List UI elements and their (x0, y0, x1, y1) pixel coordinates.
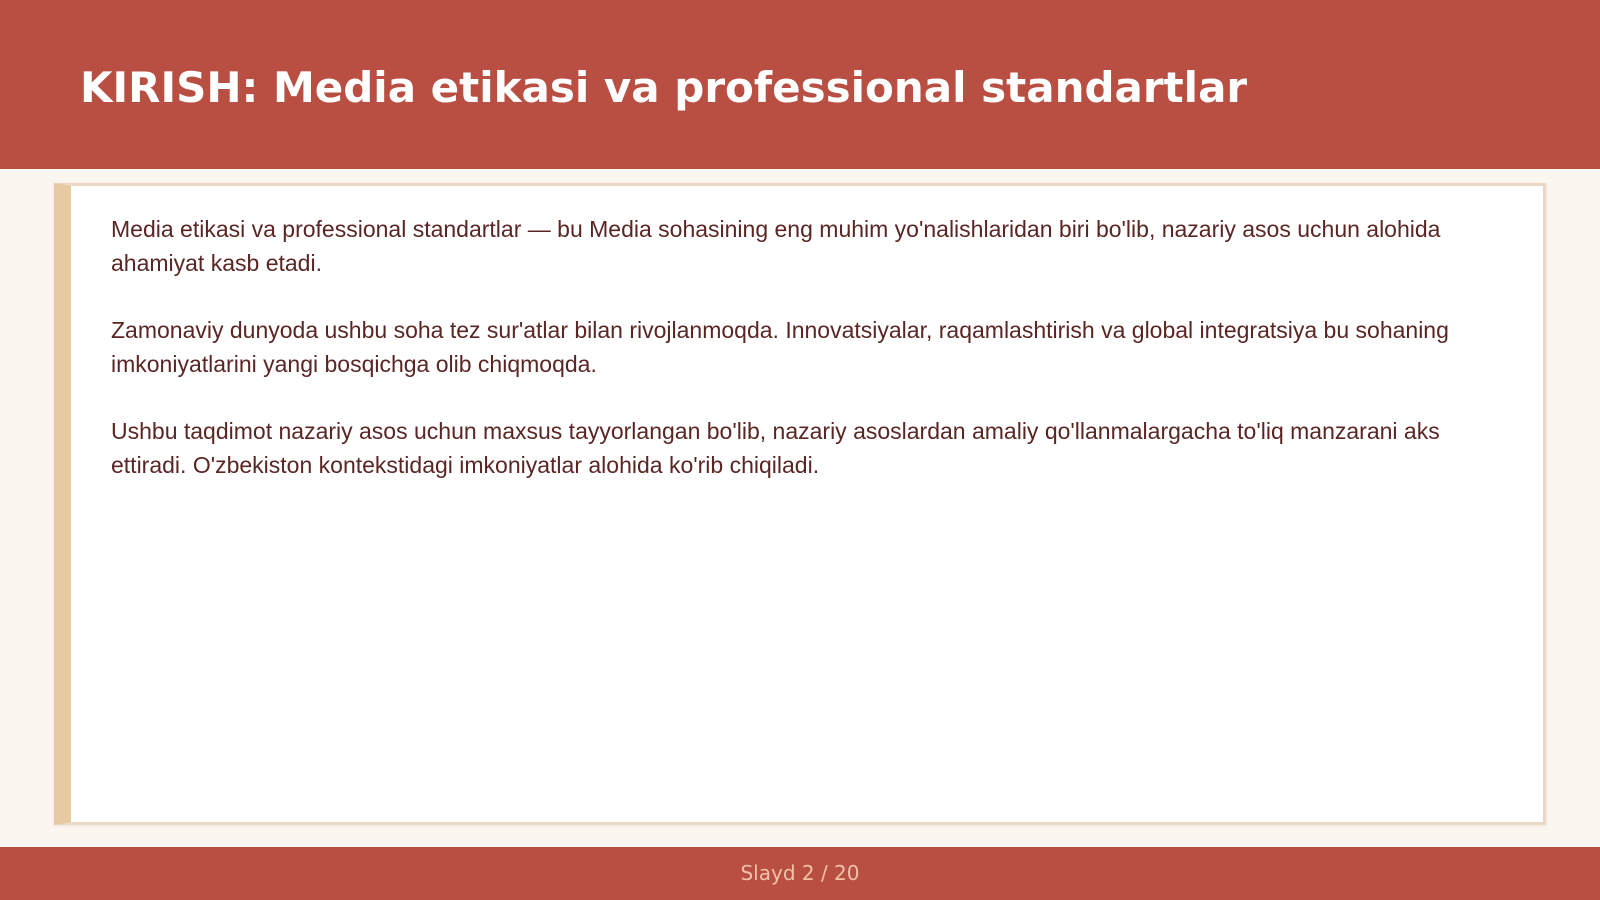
content-card (54, 183, 1546, 825)
slide-header (0, 0, 1600, 169)
paragraph-modern-world: Zamonaviy dunyoda ushbu soha tez sur'atlar bilan rivojlanmoqda. Innovatsiyalar, raqamlashtirish va global integratsiya bu sohaning imkoniyatlarini yangi bosqichga olib chiqmoqda. (111, 317, 1449, 377)
slide-number: Slayd 2 / 20 (740, 861, 860, 885)
slide-footer (0, 847, 1600, 900)
content-body (111, 212, 1511, 515)
paragraph-intro: Media etikasi va professional standartlar — bu Media sohasining eng muhim yo'nalishlaridan biri bo'lib, nazariy asos uchun alohida ahamiyat kasb etadi. (111, 216, 1441, 276)
slide-title: KIRISH: Media etikasi va professional standartlar (80, 63, 1248, 112)
paragraph-presentation-purpose: Ushbu taqdimot nazariy asos uchun maxsus tayyorlangan bo'lib, nazariy asoslardan amaliy qo'llanmalargacha to'liq manzarani aks ettiradi. O'zbekiston kontekstidagi imkoniyatlar alohida ko'rib chiqiladi. (111, 418, 1440, 478)
